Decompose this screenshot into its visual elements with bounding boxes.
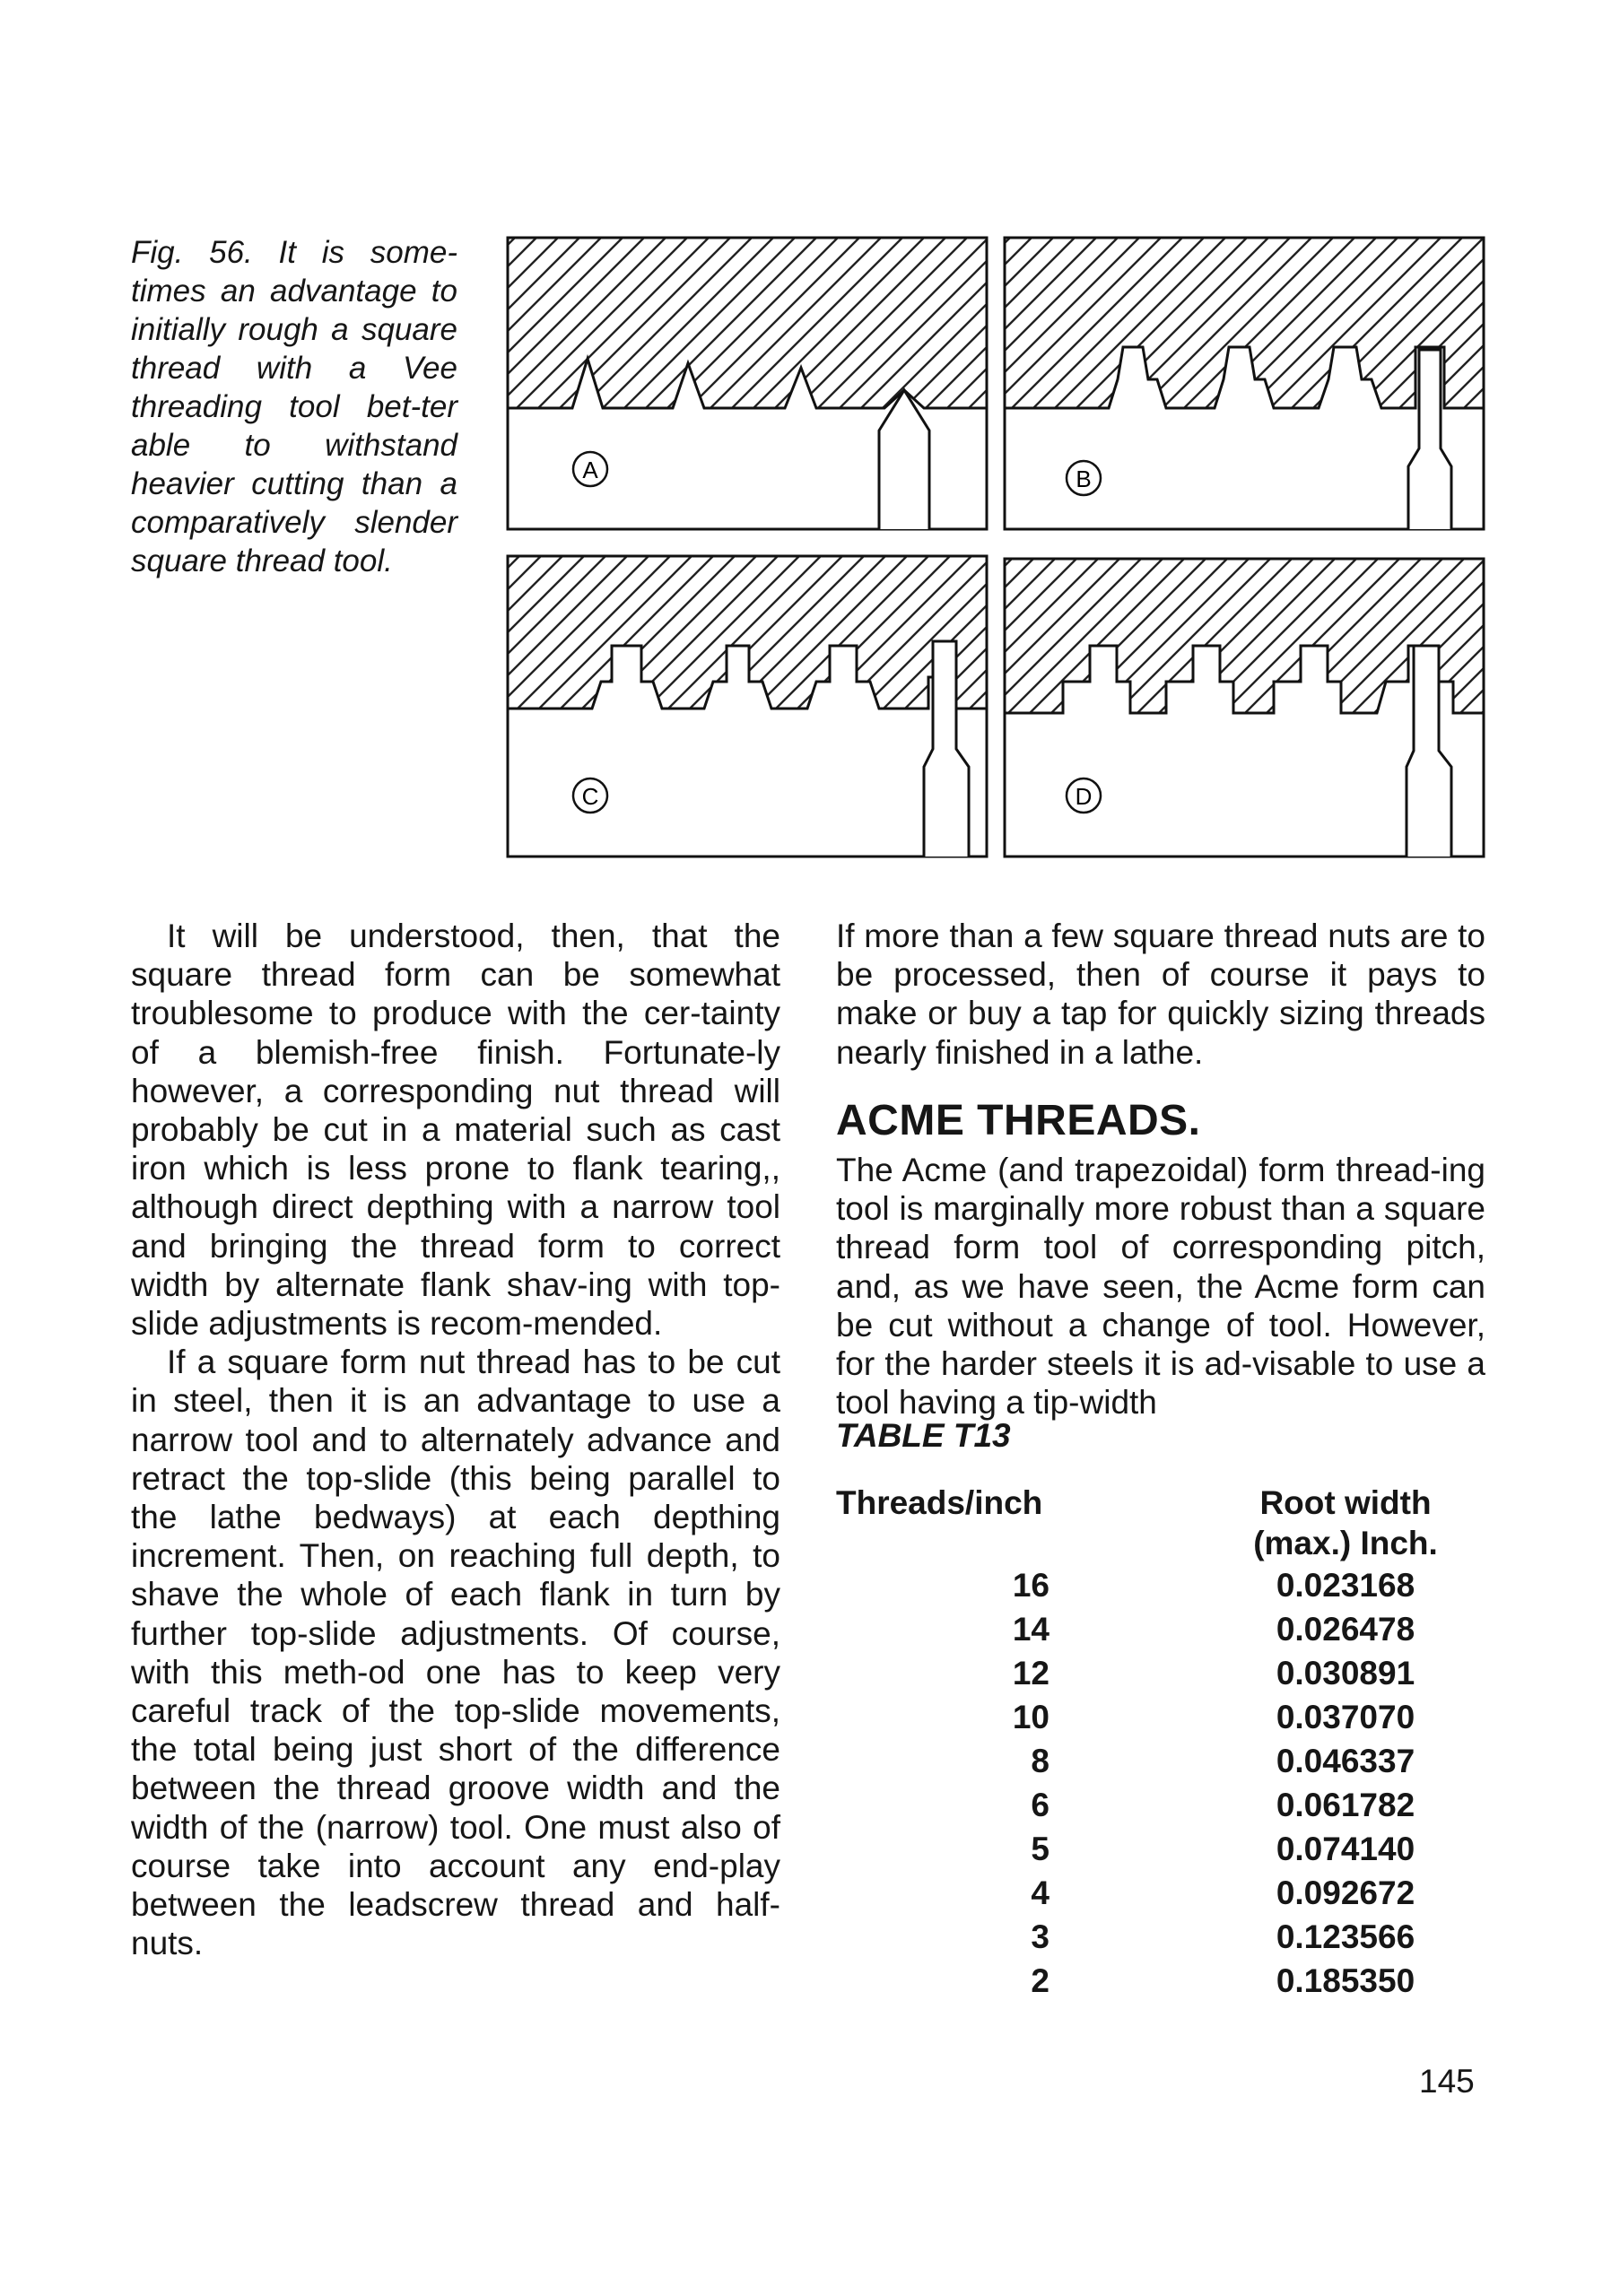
table-cell-root-width: 0.023168 [1276,1567,1415,1604]
panel-a-vee-tool [879,390,929,529]
table-cell-root-width: 0.123566 [1276,1918,1415,1955]
table-header-threads: Threads/inch [836,1484,1043,1521]
left-paragraph-2: If a square form nut thread has to be cut in steel, then it is an advantage to use a narrow tool and to alternately advance and retract the top-slide (this being parallel to the lathe bedways) at each depthing increment. Then, on reaching full depth, to shave the whole of each flank in turn by further top-slide adjustments. Of course, with this meth-od one has to keep very careful track of the top-slide movements, the total being just short of the difference between the thread groove width and the width of the (narrow) tool. One must also of course take into account any end-play between the leadscrew thread and half-nuts. [131,1344,780,1962]
table-cell-threads: 4 [1031,1874,1050,1911]
right-paragraph-2: The Acme (and trapezoidal) form thread-ing tool is marginally more robust than a square thread form tool of corresponding pitch, and, as we have seen, the Acme form can be cut without a change of tool. However, for the harder steels it is ad-visable to use a tool having a tip-width [836,1152,1485,1422]
table-cell-root-width: 0.046337 [1276,1743,1415,1779]
panel-c [508,556,987,857]
table-cell-root-width: 0.074140 [1276,1831,1415,1867]
table-cell-threads: 2 [1031,1962,1050,1999]
panel-c-workpiece [508,556,987,709]
table-cell-threads: 3 [1031,1918,1050,1955]
table-cell-root-width: 0.026478 [1276,1611,1415,1648]
table-cell-root-width: 0.030891 [1276,1655,1415,1692]
panel-a [508,238,987,529]
right-column-body [836,1151,1485,1422]
table-cell-root-width: 0.092672 [1276,1874,1415,1911]
table-cell-root-width: 0.061782 [1276,1787,1415,1823]
thread-cutting-figure [502,229,1489,892]
left-paragraph-1: It will be understood, then, that the square thread form can be somewhat troublesome to produce with the cer-tainty of a blemish-free finish. Fortunate-ly however, a corresponding nut thread will probably be cut in a material such as cast iron which is less prone to flank tearing,, although direct depthing with a narrow tool and bringing the thread form to correct width by alternate flank shav-ing with top-slide adjustments is recom-mended. [131,918,780,1343]
page-number: 145 [1419,2063,1475,2100]
panel-d-label: D [1075,783,1093,810]
right-paragraph-1: If more than a few square thread nuts are to be processed, then of course it pays to make or buy a tap for quickly sizing threads nearly finished in a lathe. [836,918,1485,1071]
table-cell-threads: 12 [1012,1655,1050,1692]
panel-d [1005,559,1484,857]
right-column-intro [836,917,1485,1072]
table-title: TABLE T13 [836,1417,1011,1454]
figure-caption: Fig. 56. It is some-times an advantage to initially rough a square thread with a Vee threading tool bet-ter able to withstand heavier cutting than a comparatively slender square thread tool. [131,235,457,578]
table-cell-threads: 5 [1031,1831,1050,1867]
table-cell-threads: 10 [1012,1699,1050,1735]
panel-c-label: C [581,783,599,810]
table-cell-threads: 8 [1031,1743,1050,1779]
panel-a-label: A [582,457,598,483]
left-column [131,917,780,1962]
table-cell-threads: 14 [1012,1611,1050,1648]
table-cell-threads: 16 [1012,1567,1050,1604]
panel-a-workpiece [508,238,987,408]
panel-b-label: B [1076,465,1092,492]
table-cell-threads: 6 [1031,1787,1050,1823]
table-header-root-width: Root width (max.) Inch. [1253,1484,1438,1561]
panel-b [1005,238,1484,529]
panel-b-workpiece [1005,238,1484,408]
table-cell-root-width: 0.037070 [1276,1699,1415,1735]
section-heading: ACME THREADS. [836,1097,1201,1144]
table-cell-root-width: 0.185350 [1276,1962,1415,1999]
panel-d-workpiece [1005,559,1484,713]
